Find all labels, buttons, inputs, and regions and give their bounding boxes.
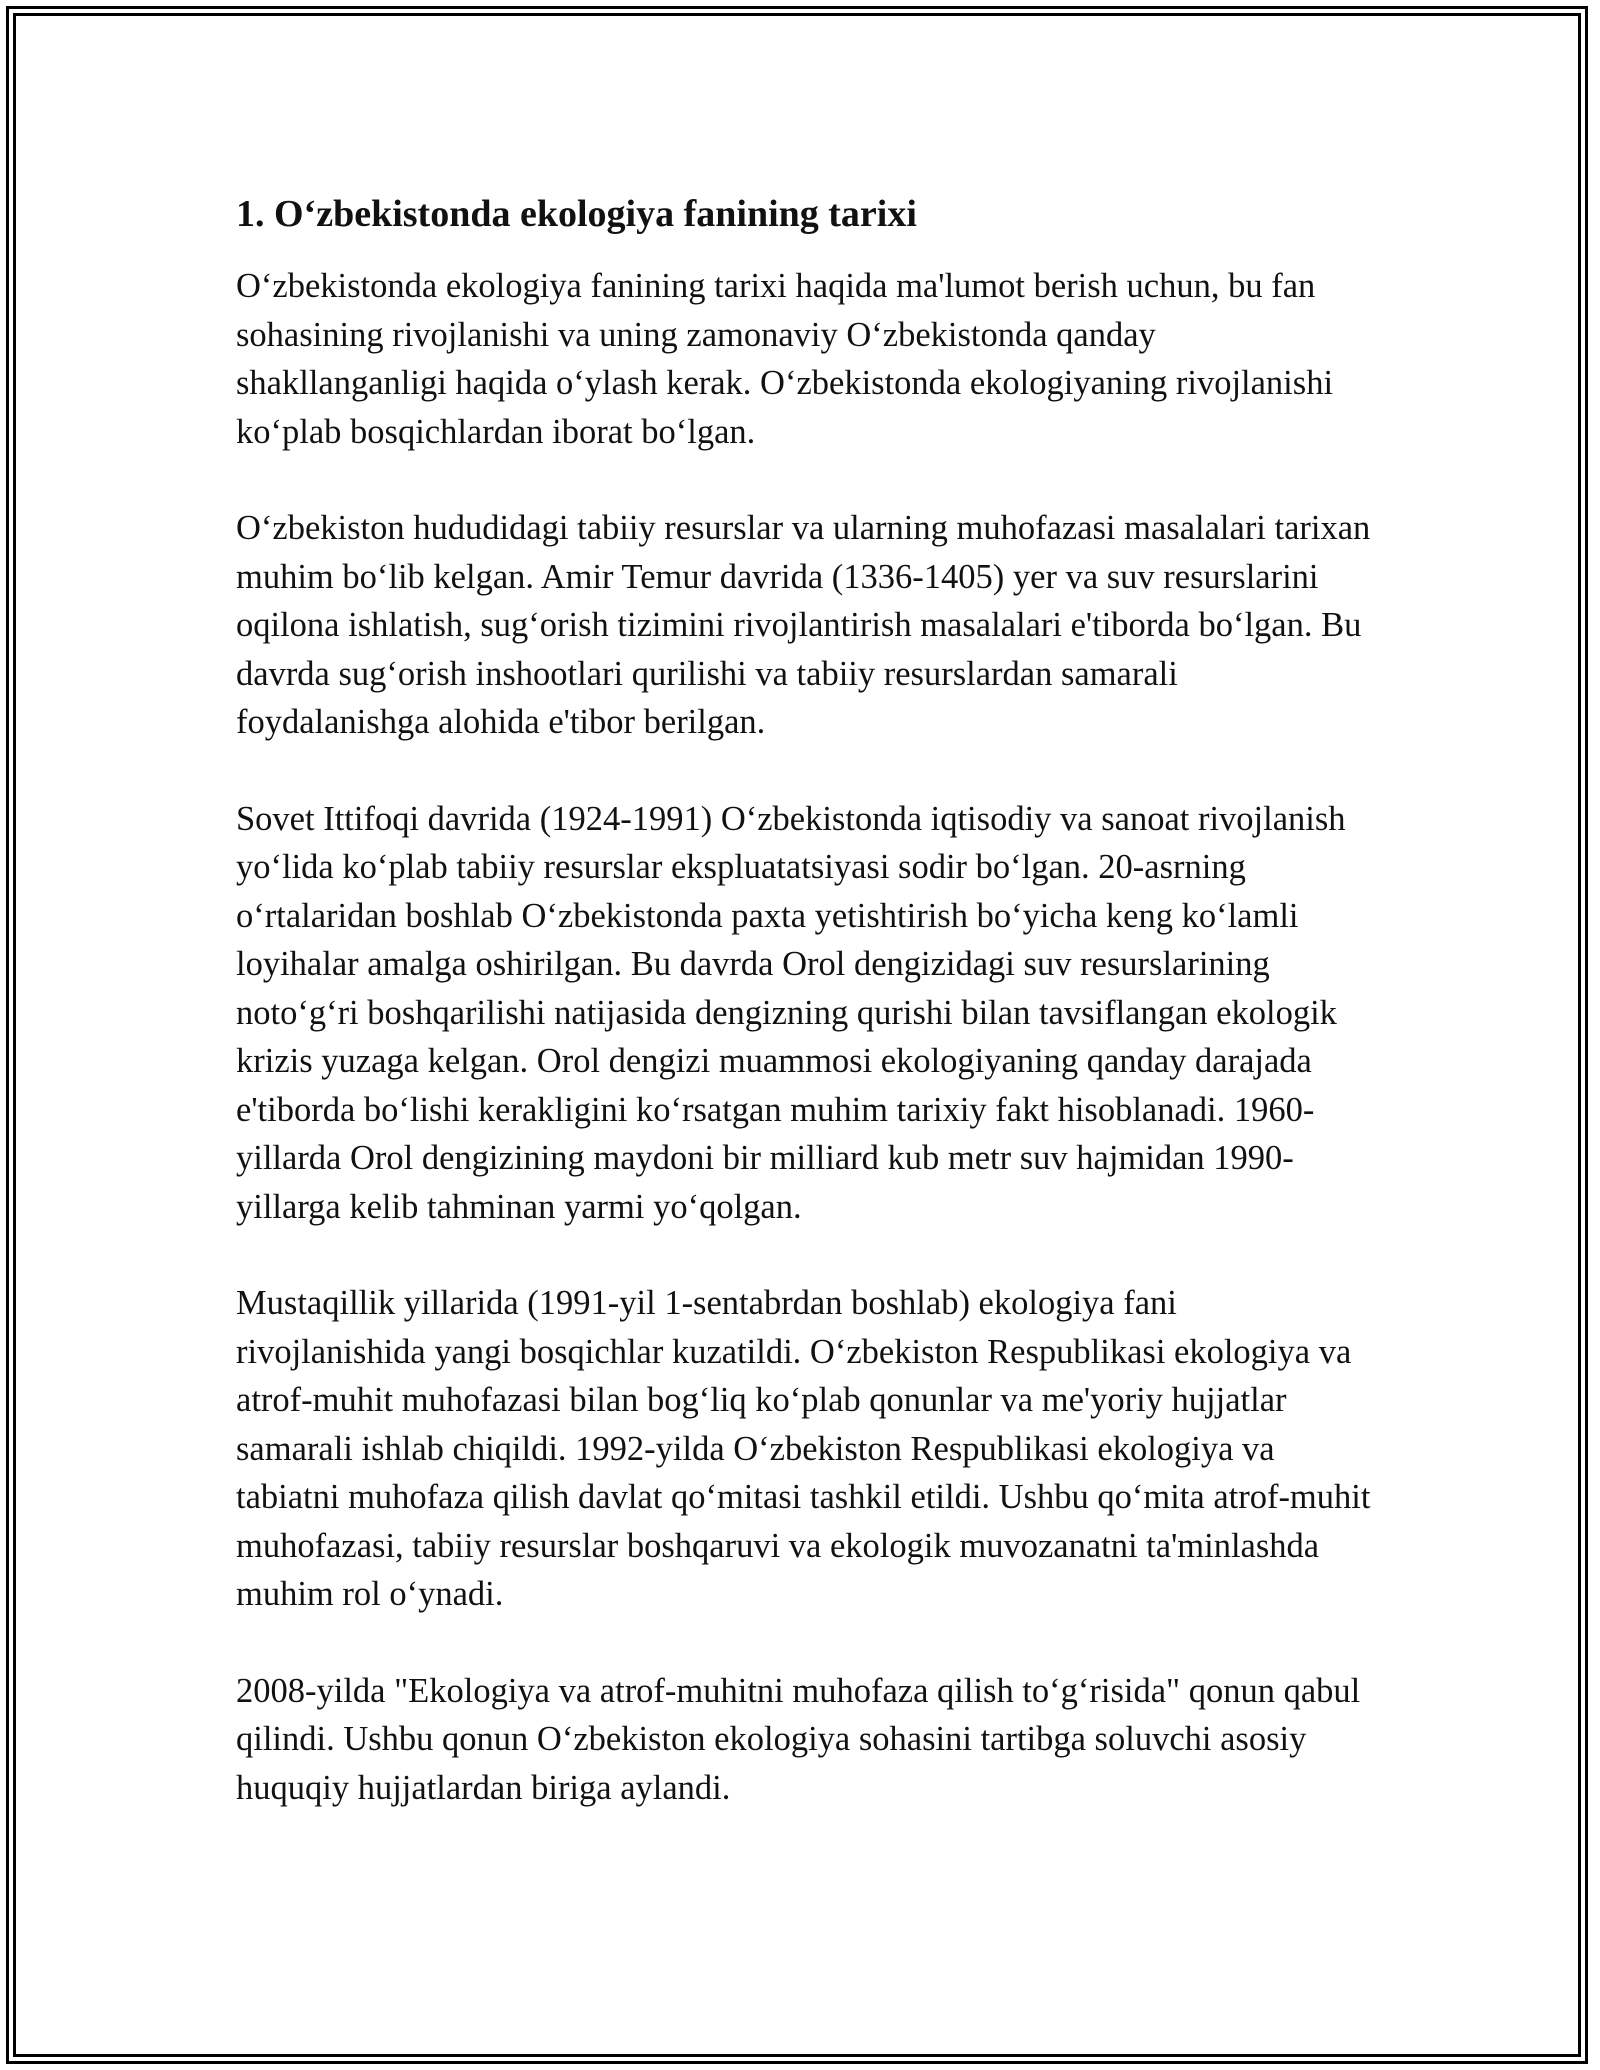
paragraph-intro: O‘zbekistonda ekologiya fanining tarixi haqida ma'lumot berish uchun, bu fan sohasining rivojlanishi va uning zamonaviy O‘zbekistonda qanday shakllanganligi haqida o‘ylash kerak. O‘zbekistonda ekologiyaning rivojlanishi ko‘plab bosqichlardan iborat bo‘lgan. [236, 267, 1334, 451]
paragraph-amir-temur: O‘zbekiston hududidagi tabiiy resurslar va ularning muhofazasi masalalari tarixan muhim bo‘lib kelgan. Amir Temur davrida (1336-1405) yer va suv resurslarini oqilona ishlatish, sug‘orish tizimini rivojlantirish masalalari e'tiborda bo‘lgan. Bu davrda sug‘orish inshootlari qurilishi va tabiiy resurslardan samarali foydalanishga alohida e'tibor berilgan. [236, 509, 1371, 741]
paragraph-2008-law: 2008-yilda "Ekologiya va atrof-muhitni muhofaza qilish to‘g‘risida" qonun qabul qilindi. Ushbu qonun O‘zbekiston ekologiya sohasini tartibga soluvchi asosiy huquqiy hujjatlardan biriga aylandi. [236, 1671, 1361, 1807]
document-body [236, 186, 1372, 1860]
section-heading: 1. O‘zbekistonda ekologiya fanining tarixi [236, 193, 917, 235]
paragraph-independence: Mustaqillik yillarida (1991-yil 1-sentabrdan boshlab) ekologiya fani rivojlanishida yangi bosqichlar kuzatildi. O‘zbekiston Respublikasi ekologiya va atrof-muhit muhofazasi bilan bog‘liq ko‘plab qonunlar va me'yoriy hujjatlar samarali ishlab chiqildi. 1992-yilda O‘zbekiston Respublikasi ekologiya va tabiatni muhofaza qilish davlat qo‘mitasi tashkil etildi. Ushbu qo‘mita atrof-muhit muhofazasi, tabiiy resurslar boshqaruvi va ekologik muvozanatni ta'minlashda muhim rol o‘ynadi. [236, 1284, 1371, 1613]
paragraph-soviet-period: Sovet Ittifoqi davrida (1924-1991) O‘zbekistonda iqtisodiy va sanoat rivojlanish yo‘lida ko‘plab tabiiy resurslar ekspluatatsiyasi sodir bo‘lgan. 20-asrning o‘rtalaridan boshlab O‘zbekistonda paxta yetishtirish bo‘yicha keng ko‘lamli loyihalar amalga oshirilgan. Bu davrda Orol dengizidagi suv resurslarining noto‘g‘ri boshqarilishi natijasida dengizning qurishi bilan tavsiflangan ekologik krizis yuzaga kelgan. Orol dengizi muammosi ekologiyaning qanday darajada e'tiborda bo‘lishi kerakligini ko‘rsatgan muhim tarixiy fakt hisoblanadi. 1960-yillarda Orol dengizining maydoni bir milliard kub metr suv hajmidan 1990-yillarga kelib tahminan yarmi yo‘qolgan. [236, 799, 1346, 1226]
